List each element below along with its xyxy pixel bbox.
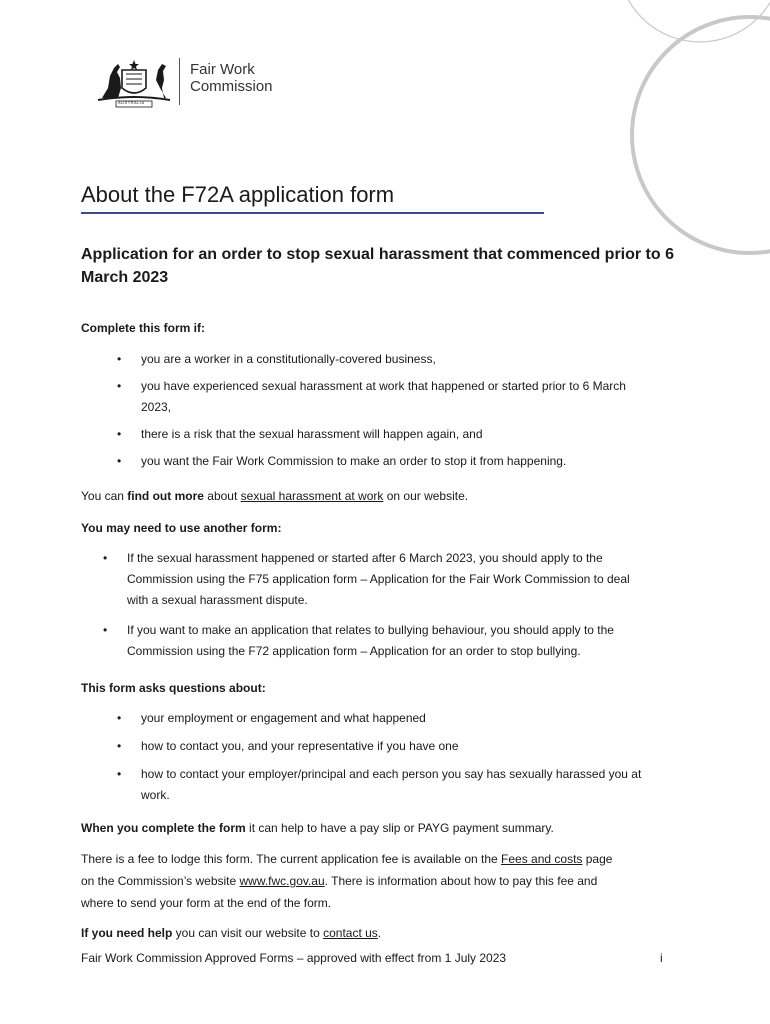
bullet-icon: • bbox=[117, 427, 122, 441]
text: You can bbox=[81, 489, 128, 503]
org-name-line-2: Commission bbox=[190, 78, 273, 95]
help-paragraph bbox=[81, 922, 681, 944]
list-item-text: how to contact your employer/principal and each person you say has sexually harassed you at bbox=[141, 767, 642, 781]
list-item-text: how to contact you, and your representative if you have one bbox=[141, 739, 459, 753]
text: page bbox=[582, 852, 613, 866]
pay-slip-paragraph bbox=[81, 817, 681, 839]
footer-text: Fair Work Commission Approved Forms – approved with effect from 1 July 2023 bbox=[81, 951, 507, 965]
fwc-website-link[interactable]: www.fwc.gov.au bbox=[239, 874, 325, 888]
bullet-icon: • bbox=[117, 711, 122, 725]
text: There is a fee to lodge this form. The current application fee is available on the bbox=[81, 852, 502, 866]
asks-about-heading: This form asks questions about: bbox=[81, 681, 266, 695]
another-form-heading: You may need to use another form: bbox=[81, 521, 282, 535]
list-item-text: work. bbox=[141, 788, 170, 802]
page-title: About the F72A application form bbox=[81, 182, 395, 207]
title-underline bbox=[81, 212, 544, 214]
list-item-text: Commission using the F75 application form – Application for the Fair Work Commission to deal bbox=[127, 572, 630, 586]
list-item-text: If the sexual harassment happened or started after 6 March 2023, you should apply to the bbox=[127, 551, 603, 565]
text: it can help to have a pay slip or PAYG payment summary. bbox=[245, 821, 554, 835]
organisation-name bbox=[190, 61, 273, 95]
fee-paragraph bbox=[81, 848, 701, 914]
text: on the Commission’s website bbox=[81, 874, 240, 888]
bullet-icon: • bbox=[117, 379, 122, 393]
sexual-harassment-link[interactable]: sexual harassment at work bbox=[240, 489, 384, 503]
fee-line-2 bbox=[81, 870, 701, 892]
list-item-text: you want the Fair Work Commission to make an order to stop it from happening. bbox=[141, 454, 567, 468]
bullet-icon: • bbox=[117, 352, 122, 366]
list-item-text: Commission using the F72 application form – Application for an order to stop bullying. bbox=[127, 644, 581, 658]
text: on our website. bbox=[383, 489, 469, 503]
fees-and-costs-link[interactable]: Fees and costs bbox=[501, 852, 583, 866]
fee-line-1 bbox=[81, 848, 701, 870]
text-bold: When you complete the form bbox=[81, 821, 246, 835]
contact-us-link[interactable]: contact us bbox=[323, 926, 378, 940]
crest-scroll-text: AUSTRALIA bbox=[118, 100, 145, 105]
bullet-icon: • bbox=[117, 454, 122, 468]
list-item-text: you are a worker in a constitutionally-covered business, bbox=[141, 352, 436, 366]
find-out-more-paragraph bbox=[81, 485, 681, 507]
text: about bbox=[203, 489, 241, 503]
complete-if-heading: Complete this form if: bbox=[81, 321, 206, 335]
fee-line-3: where to send your form at the end of the form. bbox=[81, 896, 332, 910]
list-item-text: there is a risk that the sexual harassment will happen again, and bbox=[141, 427, 483, 441]
text: . There is information about how to pay this fee and bbox=[324, 874, 598, 888]
text: you can visit our website to bbox=[172, 926, 324, 940]
bullet-icon: • bbox=[103, 551, 108, 565]
logo-divider bbox=[179, 58, 180, 105]
bullet-icon: • bbox=[103, 623, 108, 637]
list-item-text: with a sexual harassment dispute. bbox=[127, 593, 308, 607]
list-item-text: If you want to make an application that relates to bullying behaviour, you should apply to the bbox=[127, 623, 614, 637]
text-bold: find out more bbox=[127, 489, 204, 503]
form-subtitle: Application for an order to stop sexual harassment that commenced prior to 6 March 2023 bbox=[81, 246, 674, 286]
bullet-icon: • bbox=[117, 767, 122, 781]
text: . bbox=[377, 926, 382, 940]
text-bold: If you need help bbox=[81, 926, 173, 940]
list-item-text: 2023, bbox=[141, 400, 172, 414]
bullet-icon: • bbox=[117, 739, 122, 753]
list-item-text: you have experienced sexual harassment at work that happened or started prior to 6 March bbox=[141, 379, 626, 393]
list-item-text: your employment or engagement and what happened bbox=[141, 711, 426, 725]
page-number: i bbox=[660, 951, 663, 965]
org-name-line-1: Fair Work bbox=[190, 61, 255, 78]
